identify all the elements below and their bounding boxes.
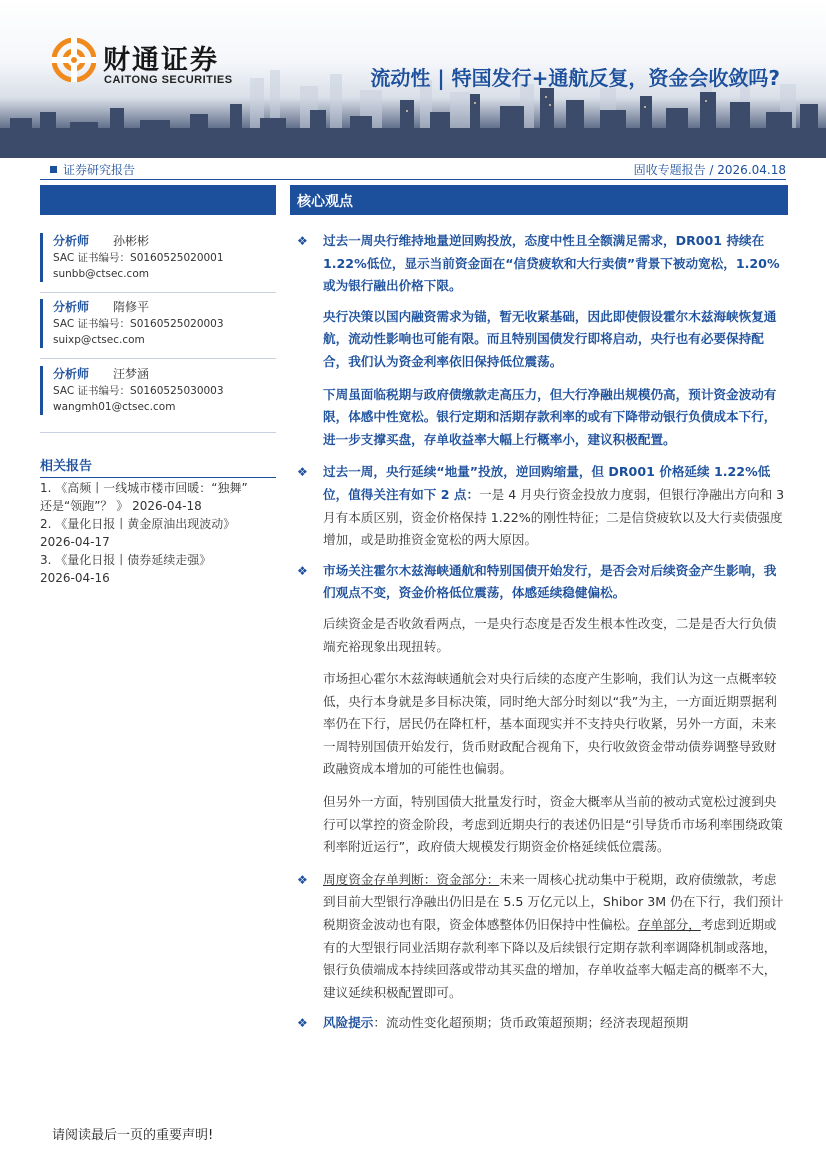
document-title: 流动性 | 特国发行+通航反复，资金会收敛吗? — [370, 66, 780, 90]
disclaimer-footer: 请阅读最后一页的重要声明! — [52, 1128, 214, 1143]
diamond-bullet-icon: ❖ — [297, 1016, 308, 1031]
analyst-role: 分析师 — [53, 367, 90, 381]
key-point-paragraph: 下周虽面临税期与政府债缴款走高压力，但大行净融出规模仍高，预计资金波动有限，体感中性宽松。银行定期和活期存款利率的或有下降带动银行负债成本下行，进一步支撑买盘，存单收益率大幅上行概率小，建议积极配置。 — [323, 386, 777, 447]
body-paragraph: 但另外一方面，特别国债大批量发行时，资金大概率从当前的被动式宽松过渡到央行可以掌控的资金阶段，考虑到近期央行的表述仍旧是“引导货币市场利率围绕政策利率附近运行”，政府债大规模发行期资金价格延续低位震荡。 — [323, 794, 783, 855]
report-type-label: 证券研究报告 — [63, 163, 136, 177]
analyst-sac: SAC 证书编号：S0160525020003 — [53, 318, 224, 330]
key-point-text: 过去一周央行维持地量逆回购投放，态度中性且全额满足需求，DR001 持续在 1.22%低位，显示当前资金面在“信贷疲软和大行卖债”背景下被动宽松，1.20%或为银行融出价格下限。 — [323, 233, 780, 294]
analyst-name: 隋修平 — [113, 300, 150, 314]
related-report-item[interactable]: 3. 《量化日报丨债券延续走强》 2026-04-16 — [40, 553, 212, 585]
risk-label: 风险提示 — [323, 1015, 374, 1031]
cd-part-label: 存单部分， — [637, 917, 701, 933]
main-content — [296, 230, 786, 1043]
report-meta-row — [40, 158, 786, 180]
risk-text: ：流动性变化超预期；货币政策超预期；经济表现超预期 — [373, 1015, 689, 1031]
brand-name-cn: 财通证券 — [103, 45, 219, 76]
key-point-text: 市场关注霍尔木兹海峡通航和特别国债开始发行，是否会对后续资金产生影响，我们观点不变，资金价格低位震荡，体感延续稳健偏松。 — [323, 562, 777, 601]
divider — [40, 432, 276, 433]
analyst-sac: SAC 证书编号：S0160525020001 — [53, 252, 224, 264]
risk-warning — [296, 1012, 786, 1035]
related-reports-list — [40, 479, 276, 587]
analyst-name: 汪梦涵 — [113, 367, 150, 381]
analyst-role: 分析师 — [53, 234, 90, 248]
divider — [40, 292, 276, 293]
analyst-email: wangmh01@ctsec.com — [53, 401, 176, 413]
related-report-item[interactable]: 1. 《高频丨一线城市楼市回暖：“独舞” 还是“领跑”？ 》 2026-04-18 — [40, 481, 248, 513]
related-report-item[interactable]: 2. 《量化日报丨黄金原油出现波动》 2026-04-17 — [40, 517, 236, 549]
core-view-header: 核心观点 — [290, 185, 788, 215]
header-banner — [0, 0, 826, 158]
sidebar-header-bar — [40, 185, 276, 215]
analyst-email: suixp@ctsec.com — [53, 334, 145, 346]
report-type — [50, 161, 135, 178]
body-paragraph: 后续资金是否收敛看两点，一是央行态度是否发生根本性改变，二是是否大行负债端充裕现象出现扭转。 — [323, 615, 777, 654]
diamond-bullet-icon: ❖ — [297, 563, 308, 578]
key-point-text: 一是 4 月央行资金投放力度弱，但银行净融出方向和 3 月有本质区别，资金价格保持 1.22%的刚性特征；二是信贷疲软以及大行卖债强度增加，或是助推资金宽松的两大原因。 — [323, 486, 785, 548]
caitong-logo-icon — [52, 38, 96, 82]
divider — [40, 358, 276, 359]
square-bullet-icon — [50, 166, 57, 173]
diamond-bullet-icon: ❖ — [297, 465, 308, 480]
key-point — [296, 560, 786, 605]
diamond-bullet-icon: ❖ — [297, 234, 308, 248]
analyst-email: sunbb@ctsec.com — [53, 268, 149, 280]
key-point — [296, 230, 786, 298]
analyst-role: 分析师 — [53, 300, 90, 314]
brand-name-en: CAITONG SECURITIES — [104, 74, 233, 86]
analyst-name: 孙彬彬 — [113, 234, 150, 248]
funding-judgment-label: 周度资金存单判断：资金部分： — [323, 871, 500, 887]
body-paragraph: 市场担心霍尔木兹海峡通航会对央行后续的态度产生影响，我们认为这一点概率较低，央行本身就是多目标决策，同时绝大部分时刻以“我”为主，一方面近期票据利率仍在下行，居民仍在降杠杆，基本面现实并不支持央行收紧，另外一方面，未来一周特别国债开始发行，货币财政配合视角下，央行收敛资金带动债券调整导致财政融资成本增加的可能性也偏弱。 — [323, 671, 777, 777]
key-point-text: 考虑到近期或有的大型银行同业活期存款利率下降以及后续银行定期存款利率调降机制或落地，银行负债端成本持续回落或带动其买盘的增加，存单收益率大幅走高的概率不大，建议延续积极配置即可。 — [323, 917, 777, 1000]
diamond-bullet-icon: ❖ — [297, 872, 308, 887]
analyst-card — [40, 233, 276, 282]
key-point-text: 未来一周核心扰动集中于税期，政府债缴款，考虑到目前大型银行净融出仍旧是在 5.5 万亿元以上，Shibor 3M 仍在下行，我们预计税期资金波动也有限，资金体感整体仍旧保持中性偏松。 — [323, 871, 784, 933]
related-reports-title: 相关报告 — [40, 455, 276, 478]
key-point-bold: 过去一周，央行延续“地量”投放，逆回购缩量，但 DR001 价格延续 1.22%低位，值得关注有如下 2 点： — [323, 464, 771, 502]
analyst-card — [40, 299, 276, 348]
key-point — [296, 461, 786, 551]
key-point — [296, 869, 786, 1005]
analyst-card — [40, 366, 276, 415]
key-point-paragraph: 央行决策以国内融资需求为锚，暂无收紧基础，因此即使假设霍尔木兹海峡恢复通航，流动性影响也可能有限。而且特别国债发行即将启动，央行也有必要保持配合，我们认为资金利率依旧保持低位震荡。 — [323, 308, 777, 369]
analyst-sac: SAC 证书编号：S0160525030003 — [53, 385, 224, 397]
report-date: 固收专题报告 / 2026.04.18 — [633, 163, 786, 177]
